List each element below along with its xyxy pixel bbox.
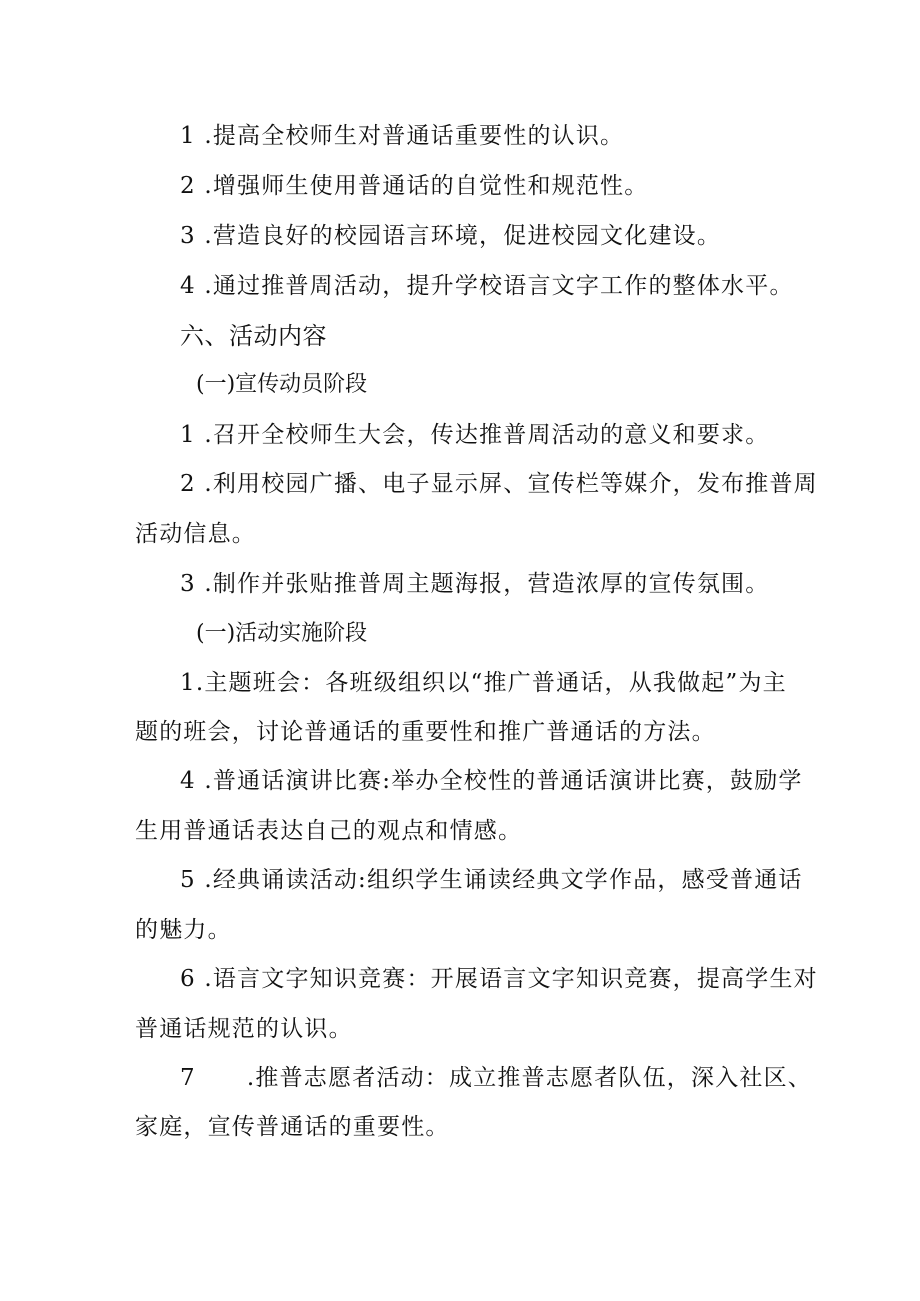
phase2-item: 1.主题班会：各班级组织以“推广普通话，从我做起”为主 bbox=[180, 670, 787, 696]
phase1-title: (一)宣传动员阶段 bbox=[196, 372, 368, 397]
phase2-item-continued: 家庭，宣传普通话的重要性。 bbox=[135, 1114, 450, 1140]
phase1-item: 2 .利用校园广播、电子显示屏、宣传栏等媒介，发布推普周 bbox=[180, 471, 818, 497]
goal-2: 2 .增强师生使用普通话的自觉性和规范性。 bbox=[180, 173, 649, 199]
phase2-item: 4 .普通话演讲比赛:举办全校性的普通话演讲比赛，鼓励学 bbox=[180, 768, 803, 794]
goal-1: 1 .提高全校师生对普通话重要性的认识。 bbox=[180, 123, 625, 149]
phase2-item-continued: 的魅力。 bbox=[135, 917, 232, 943]
phase2-item-continued: 普通话规范的认识。 bbox=[135, 1016, 353, 1042]
phase1-item: 3 .制作并张贴推普周主题海报，营造浓厚的宣传氛围。 bbox=[180, 571, 770, 597]
phase2-title: (一)活动实施阶段 bbox=[196, 621, 368, 646]
phase1-item-continued: 活动信息。 bbox=[135, 521, 256, 547]
phase2-item-continued: 生用普通话表达自己的观点和情感。 bbox=[135, 818, 523, 844]
phase2-item: 7 .推普志愿者活动：成立推普志愿者队伍，深入社区、 bbox=[180, 1065, 813, 1091]
phase2-item: 5 .经典诵读活动:组织学生诵读经典文学作品，感受普通话 bbox=[180, 867, 803, 893]
phase1-item: 1 .召开全校师生大会，传达推普周活动的意义和要求。 bbox=[180, 422, 770, 448]
goal-3: 3 .营造良好的校园语言环境，促进校园文化建设。 bbox=[180, 223, 722, 249]
phase2-item-continued: 题的班会，讨论普通话的重要性和推广普通话的方法。 bbox=[135, 719, 716, 745]
section-title: 六、活动内容 bbox=[180, 322, 327, 350]
phase2-item: 6 .语言文字知识竞赛：开展语言文字知识竞赛，提高学生对 bbox=[180, 966, 818, 992]
goal-4: 4 .通过推普周活动，提升学校语言文字工作的整体水平。 bbox=[180, 273, 794, 299]
